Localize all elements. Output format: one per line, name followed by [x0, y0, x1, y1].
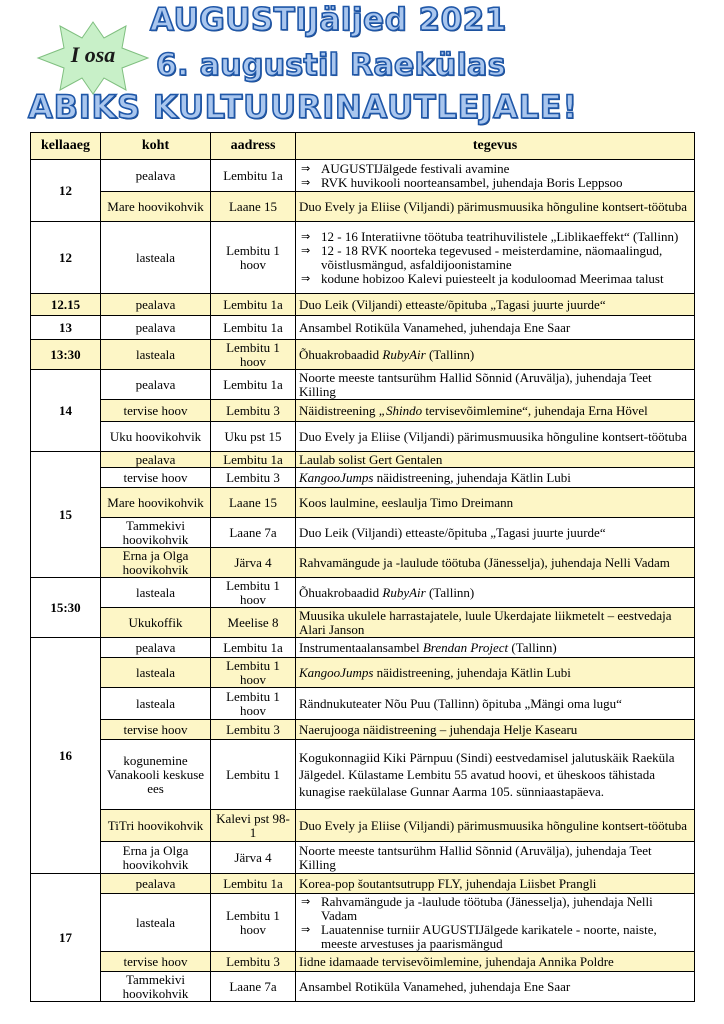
place-cell: pealava — [101, 452, 211, 468]
place-cell: pealava — [101, 874, 211, 894]
activity-emphasis: „Shindo — [378, 402, 423, 418]
column-header-place: koht — [101, 133, 211, 160]
activity-cell — [296, 658, 695, 688]
address-cell: Lembitu 3 — [211, 468, 296, 488]
place-cell: pealava — [101, 370, 211, 400]
address-cell: Lembitu 1a — [211, 452, 296, 468]
place-cell: lasteala — [101, 894, 211, 952]
address-cell: Lembitu 1a — [211, 294, 296, 316]
activity-cell: Koos laulmine, eeslaulja Timo Dreimann — [296, 488, 695, 518]
table-row — [31, 192, 695, 222]
activity-cell: Duo Leik (Viljandi) etteaste/õpituba „Tagasi juurte juurde“ — [296, 294, 695, 316]
address-cell: Lembitu 1a — [211, 370, 296, 400]
table-row — [31, 468, 695, 488]
place-cell: TiTri hoovikohvik — [101, 810, 211, 842]
activity-cell: Iidne idamaade tervisevõimlemine, juhendaja Annika Poldre — [296, 952, 695, 972]
place-cell: pealava — [101, 294, 211, 316]
place-cell: lasteala — [101, 688, 211, 720]
address-cell: Lembitu 1 hoov — [211, 222, 296, 294]
activity-cell: Duo Leik (Viljandi) etteaste/õpituba „Tagasi juurte juurde“ — [296, 518, 695, 548]
place-cell: tervise hoov — [101, 400, 211, 422]
place-cell: pealava — [101, 638, 211, 658]
table-row — [31, 316, 695, 340]
place-cell: Tammekivi hoovikohvik — [101, 518, 211, 548]
activity-text: Näidistreening — [299, 402, 379, 418]
table-row — [31, 340, 695, 370]
table-row — [31, 222, 695, 294]
table-row — [31, 578, 695, 608]
address-cell: Lembitu 1 — [211, 740, 296, 810]
address-cell: Lembitu 1a — [211, 638, 296, 658]
activity-cell: Duo Evely ja Eliise (Viljandi) pärimusmuusika hõnguline kontsert-töötuba — [296, 422, 695, 452]
schedule-table — [30, 132, 695, 1002]
activity-cell: Korea-pop šoutantsutrupp FLY, juhendaja Liisbet Prangli — [296, 874, 695, 894]
activity-cell: Muusika ukulele harrastajatele, luule Ukerdajate liikmetelt – eestvedaja Alari Janson — [296, 608, 695, 638]
activity-text: näidistreening, juhendaja Kätlin Lubi — [373, 469, 571, 485]
list-item: ⇒ AUGUSTIJälgede festivali avamine — [299, 162, 691, 176]
table-row — [31, 518, 695, 548]
activity-cell: Rahvamängude ja -laulude töötuba (Jänesselja), juhendaja Nelli Vadam — [296, 548, 695, 578]
place-cell: Mare hoovikohvik — [101, 192, 211, 222]
address-cell: Lembitu 1a — [211, 874, 296, 894]
star-badge — [34, 20, 152, 96]
activity-cell: Duo Evely ja Eliise (Viljandi) pärimusmuusika hõnguline kontsert-töötuba — [296, 810, 695, 842]
activity-emphasis: RubyAir — [382, 346, 426, 362]
table-row — [31, 422, 695, 452]
table-row — [31, 608, 695, 638]
address-cell: Laane 7a — [211, 518, 296, 548]
place-cell: Erna ja Olga hoovikohvik — [101, 842, 211, 874]
address-cell: Lembitu 1 hoov — [211, 340, 296, 370]
address-cell: Laane 7a — [211, 972, 296, 1002]
table-row — [31, 452, 695, 468]
activity-cell: Naerujooga näidistreening – juhendaja Helje Kasearu — [296, 720, 695, 740]
list-item: ⇒ 12 - 16 Interatiivne töötuba teatrihuvilistele „Liblikaeffekt“ (Tallinn) — [299, 230, 691, 244]
list-item: ⇒ 12 - 18 RVK noorteka tegevused - meisterdamine, näomaalingud, võistlusmängud, asfaldijoonistamine — [299, 244, 691, 272]
activity-cell: Ansambel Rotiküla Vanamehed, juhendaja Ene Saar — [296, 972, 695, 1002]
address-cell: Järva 4 — [211, 548, 296, 578]
activity-text: näidistreening, juhendaja Kätlin Lubi — [373, 664, 571, 680]
table-row — [31, 294, 695, 316]
place-cell: tervise hoov — [101, 720, 211, 740]
address-cell: Lembitu 3 — [211, 400, 296, 422]
column-header-activity: tegevus — [296, 133, 695, 160]
place-cell: kogunemine Vanakooli keskuse ees — [101, 740, 211, 810]
activity-cell — [296, 638, 695, 658]
activity-cell: Rändnukuteater Nõu Puu (Tallinn) õpituba „Mängi oma lugu“ — [296, 688, 695, 720]
table-row — [31, 720, 695, 740]
activity-text: tervisevõimlemine“, juhendaja Erna Hövel — [422, 402, 648, 418]
table-row — [31, 658, 695, 688]
activity-text: (Tallinn) — [508, 639, 557, 655]
activity-emphasis: KangooJumps — [299, 664, 374, 680]
activity-cell: Noorte meeste tantsurühm Hallid Sõnnid (Aruvälja), juhendaja Teet Killing — [296, 842, 695, 874]
activity-emphasis: Brendan Project — [422, 639, 509, 655]
table-row — [31, 740, 695, 810]
table-row — [31, 400, 695, 422]
table-row — [31, 548, 695, 578]
activity-cell: Duo Evely ja Eliise (Viljandi) pärimusmuusika hõnguline kontsert-töötuba — [296, 192, 695, 222]
activity-cell — [296, 222, 695, 294]
place-cell: pealava — [101, 316, 211, 340]
time-cell: 15 — [31, 452, 101, 578]
place-cell: lasteala — [101, 340, 211, 370]
address-cell: Kalevi pst 98-1 — [211, 810, 296, 842]
table-row — [31, 688, 695, 720]
activity-emphasis: KangooJumps — [299, 469, 374, 485]
activity-cell: Laulab solist Gert Gentalen — [296, 452, 695, 468]
activity-cell — [296, 340, 695, 370]
table-row — [31, 972, 695, 1002]
activity-cell — [296, 894, 695, 952]
list-item: ⇒ RVK huvikooli noorteansambel, juhendaja Boris Leppsoo — [299, 176, 691, 190]
activity-cell: Kogukonnagiid Kiki Pärnpuu (Sindi) eestvedamisel jalutuskäik Raeküla Jälgedel. Külastame Lembitu 55 avatud hoovi, et üheskoos tähistada kunagise raekülalase Gunnar Aarma 105. sünniaastapäeva. — [296, 740, 695, 810]
table-row — [31, 874, 695, 894]
place-cell: lasteala — [101, 658, 211, 688]
address-cell: Laane 15 — [211, 192, 296, 222]
list-item: ⇒ kodune hobizoo Kalevi puiesteelt ja koduloomad Meerimaa talust — [299, 272, 691, 286]
address-cell: Lembitu 1a — [211, 316, 296, 340]
activity-cell: Ansambel Rotiküla Vanamehed, juhendaja Ene Saar — [296, 316, 695, 340]
activity-cell — [296, 578, 695, 608]
table-row — [31, 810, 695, 842]
address-cell: Laane 15 — [211, 488, 296, 518]
table-row — [31, 952, 695, 972]
place-cell: Uku hoovikohvik — [101, 422, 211, 452]
poster-header — [0, 0, 724, 128]
address-cell: Lembitu 1 hoov — [211, 578, 296, 608]
list-item: ⇒ Rahvamängude ja -laulude töötuba (Jänesselja), juhendaja Nelli Vadam — [299, 895, 691, 923]
activity-text: Instrumentaalansambel — [299, 639, 423, 655]
address-cell: Lembitu 3 — [211, 952, 296, 972]
activity-emphasis: RubyAir — [382, 584, 426, 600]
address-cell: Lembitu 3 — [211, 720, 296, 740]
place-cell: Mare hoovikohvik — [101, 488, 211, 518]
place-cell: tervise hoov — [101, 952, 211, 972]
time-cell: 15:30 — [31, 578, 101, 638]
activity-cell — [296, 468, 695, 488]
place-cell: pealava — [101, 160, 211, 192]
table-header-row — [31, 133, 695, 160]
table-row — [31, 842, 695, 874]
time-cell: 12.15 — [31, 294, 101, 316]
address-cell: Lembitu 1 hoov — [211, 658, 296, 688]
poster-subtitle: ABIKS KULTUURINAUTLEJALE! — [28, 88, 578, 126]
activity-cell: Noorte meeste tantsurühm Hallid Sõnnid (Aruvälja), juhendaja Teet Killing — [296, 370, 695, 400]
activity-cell — [296, 160, 695, 192]
time-cell: 13 — [31, 316, 101, 340]
time-cell: 13:30 — [31, 340, 101, 370]
activity-text: (Tallinn) — [425, 346, 475, 362]
address-cell: Lembitu 1 hoov — [211, 688, 296, 720]
table-row — [31, 488, 695, 518]
column-header-time: kellaaeg — [31, 133, 101, 160]
address-cell: Meelise 8 — [211, 608, 296, 638]
table-row — [31, 370, 695, 400]
address-cell: Järva 4 — [211, 842, 296, 874]
place-cell: Erna ja Olga hoovikohvik — [101, 548, 211, 578]
place-cell: lasteala — [101, 222, 211, 294]
festival-date: 6. augustil Raekülas — [156, 48, 506, 83]
time-cell: 14 — [31, 370, 101, 452]
time-cell: 16 — [31, 638, 101, 874]
column-header-address: aadress — [211, 133, 296, 160]
table-row — [31, 638, 695, 658]
activity-text: Õhuakrobaadid — [299, 346, 383, 362]
address-cell: Lembitu 1 hoov — [211, 894, 296, 952]
address-cell: Lembitu 1a — [211, 160, 296, 192]
place-cell: tervise hoov — [101, 468, 211, 488]
place-cell: lasteala — [101, 578, 211, 608]
address-cell: Uku pst 15 — [211, 422, 296, 452]
table-row — [31, 894, 695, 952]
place-cell: Ukukoffik — [101, 608, 211, 638]
activity-cell — [296, 400, 695, 422]
activity-text: (Tallinn) — [425, 584, 475, 600]
time-cell: 12 — [31, 222, 101, 294]
time-cell: 12 — [31, 160, 101, 222]
activity-text: Õhuakrobaadid — [299, 584, 383, 600]
list-item: ⇒ Lauatennise turniir AUGUSTIJälgede karikatele - noorte, naiste, meeste arvestuses ja paarismängud — [299, 923, 691, 951]
table-row — [31, 160, 695, 192]
festival-title: AUGUSTIJäljed 2021 — [150, 2, 507, 38]
place-cell: Tammekivi hoovikohvik — [101, 972, 211, 1002]
time-cell: 17 — [31, 874, 101, 1002]
badge-label: I osa — [70, 42, 116, 67]
